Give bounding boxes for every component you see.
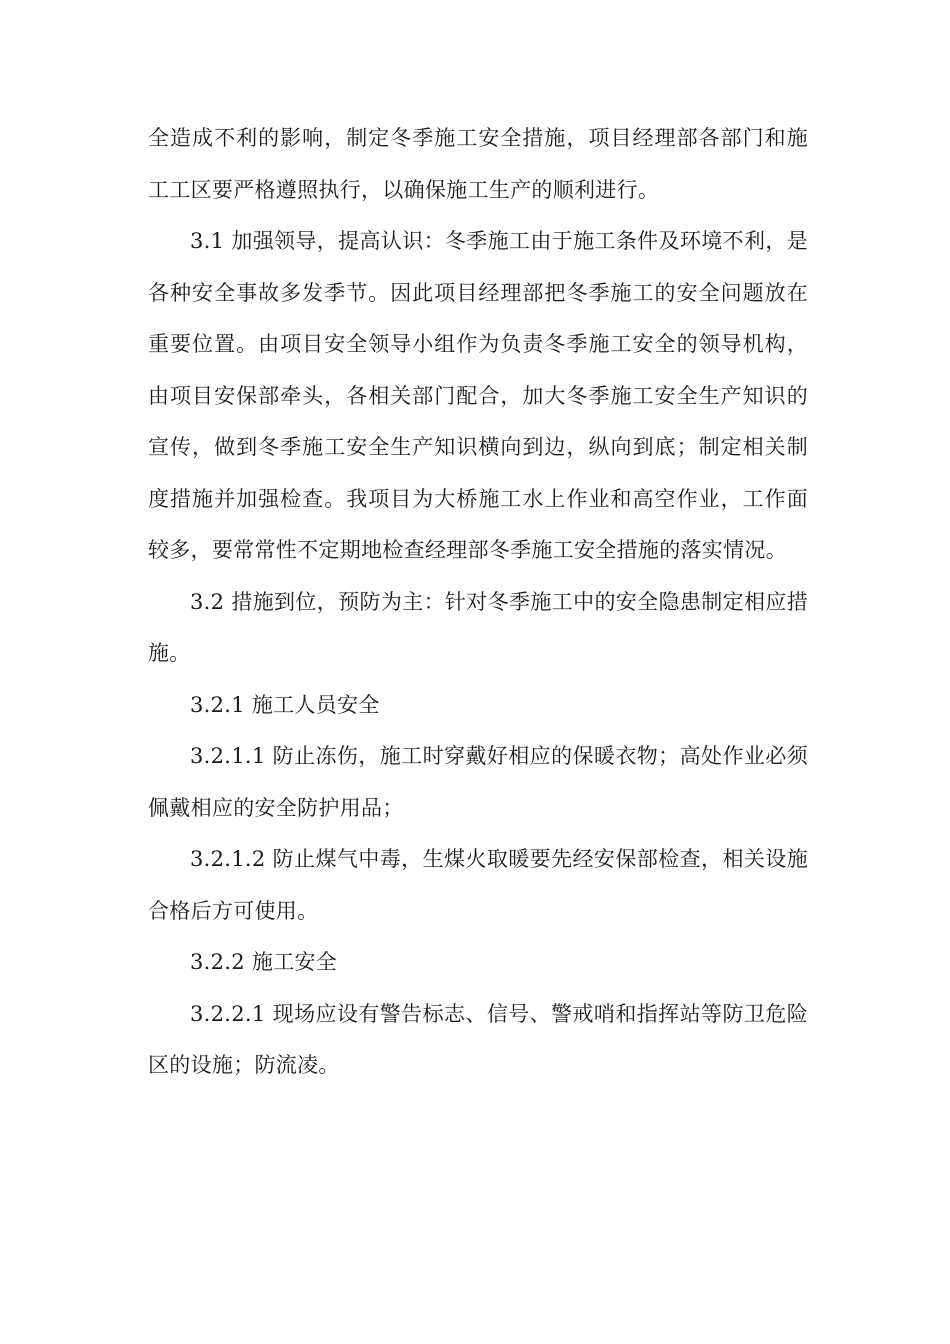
paragraph-continuation: 全造成不利的影响，制定冬季施工安全措施，项目经理部各部门和施工工区要严格遵照执行，以确保施工生产的顺利进行。: [148, 126, 808, 202]
heading-section-3-2-1: 3.2.1 施工人员安全: [190, 692, 380, 717]
paragraph-section-3-2-1-1: 3.2.1.1 防止冻伤，施工时穿戴好相应的保暖衣物；高处作业必须佩戴相应的安全防护用品；: [148, 744, 808, 820]
paragraph-section-3-1: 3.1 加强领导，提高认识：冬季施工由于施工条件及环境不利，是各种安全事故多发季节。因此项目经理部把冬季施工的安全问题放在重要位置。由项目安全领导小组作为负责冬季施工安全的领导机构，由项目安保部牵头，各相关部门配合，加大冬季施工安全生产知识的宣传，做到冬季施工安全生产知识横向到边，纵向到底；制定相关制度措施并加强检查。我项目为大桥施工水上作业和高空作业，工作面较多，要常常性不定期地检查经理部冬季施工安全措施的落实情况。: [148, 229, 808, 562]
paragraph-section-3-2: 3.2 措施到位，预防为主：针对冬季施工中的安全隐患制定相应措施。: [148, 589, 808, 665]
paragraph-section-3-2-1-2: 3.2.1.2 防止煤气中毒，生煤火取暖要先经安保部检查，相关设施合格后方可使用。: [148, 847, 808, 923]
document-body: [148, 113, 808, 1092]
paragraph-section-3-2-2-1: 3.2.2.1 现场应设有警告标志、信号、警戒哨和指挥站等防卫危险区的设施；防流凌。: [148, 1001, 808, 1077]
heading-section-3-2-2: 3.2.2 施工安全: [190, 950, 338, 974]
